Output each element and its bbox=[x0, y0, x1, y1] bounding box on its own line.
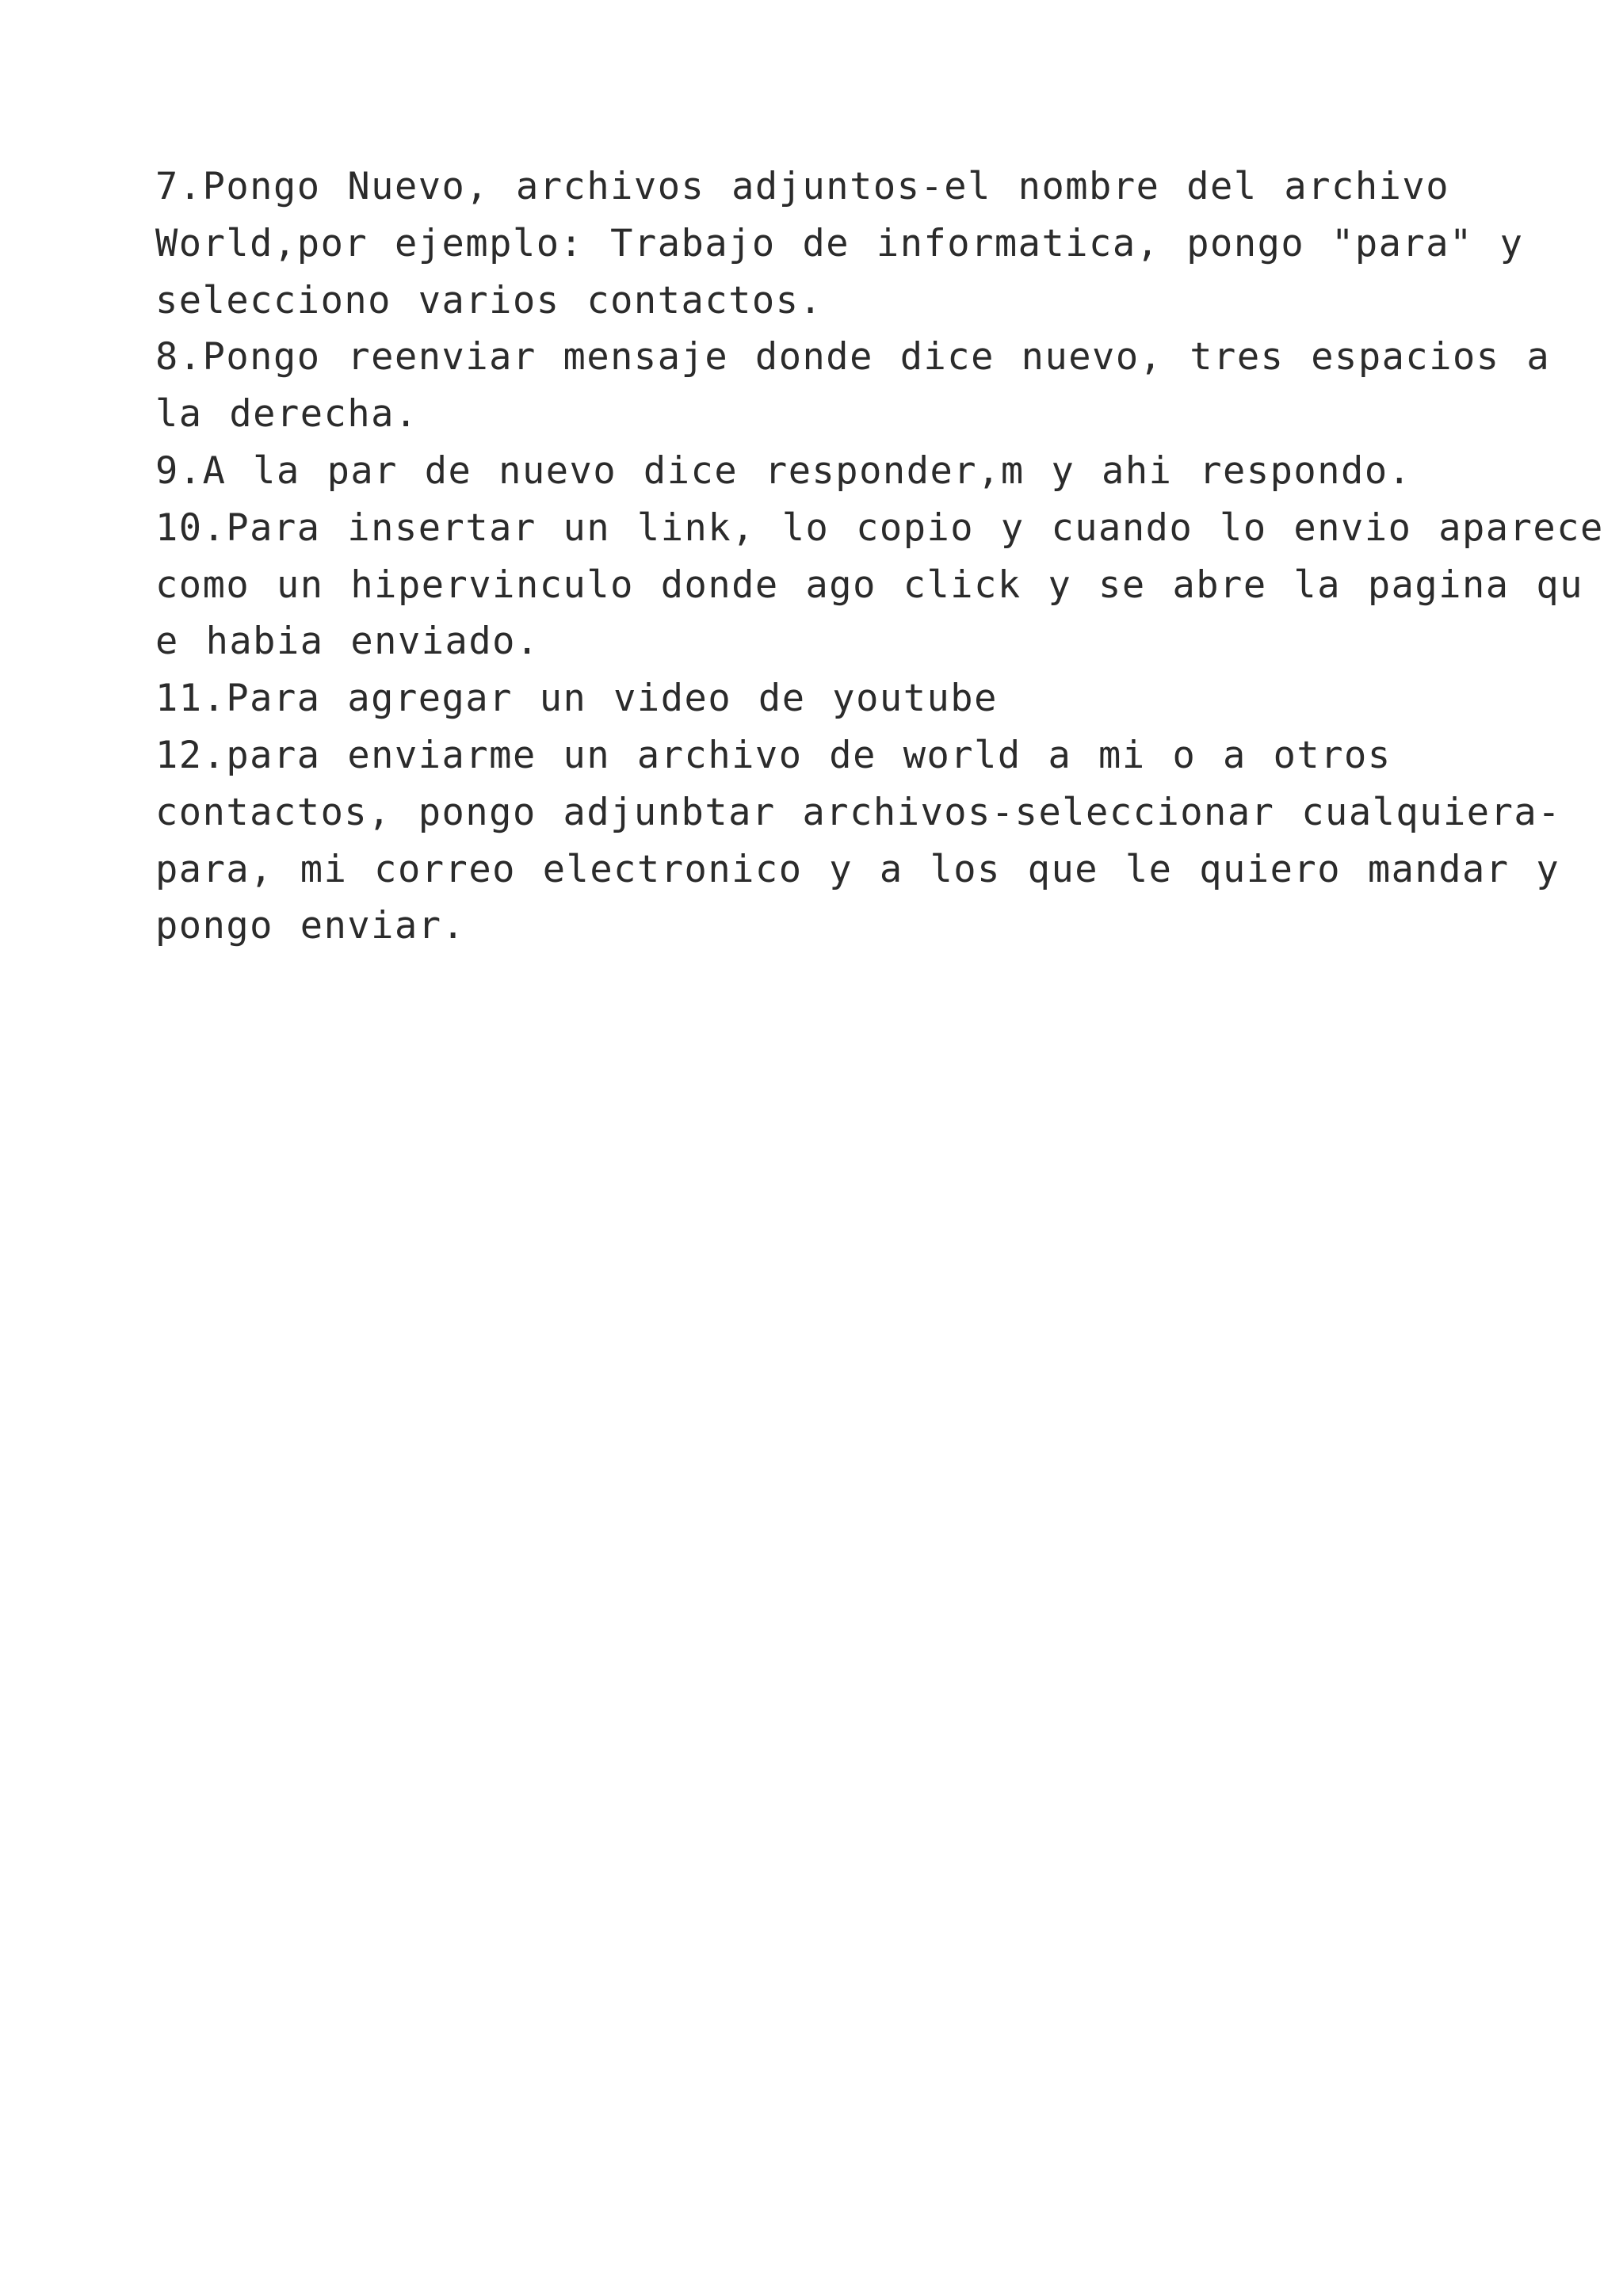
text-line: 10.Para insertar un link, lo copio y cuando lo envio aparece bbox=[155, 505, 1604, 550]
text-line: para, mi correo electronico y a los que le quiero mandar y bbox=[155, 847, 1560, 891]
text-line: 11.Para agregar un video de youtube bbox=[155, 677, 998, 721]
text-line: World,por ejemplo: Trabajo de informatica, pongo "para" y bbox=[155, 221, 1524, 265]
text-line: como un hipervinculo donde ago click y se abre la pagina qu bbox=[155, 563, 1583, 607]
text-line: 8.Pongo reenviar mensaje donde dice nuevo, tres espacios a bbox=[155, 335, 1551, 379]
text-line: contactos, pongo adjunbtar archivos-seleccionar cualquiera- bbox=[155, 790, 1561, 834]
text-line: 7.Pongo Nuevo, archivos adjuntos-el nombre del archivo bbox=[155, 165, 1450, 208]
handwritten-notes bbox=[155, 158, 1604, 955]
text-line: 12.para enviarme un archivo de world a mi o a otros bbox=[155, 733, 1392, 777]
text-line: selecciono varios contactos. bbox=[155, 278, 823, 322]
text-line: e habia enviado. bbox=[155, 620, 540, 664]
text-line: 9.A la par de nuevo dice responder,m y ahi respondo. bbox=[155, 448, 1412, 493]
text-line: la derecha. bbox=[155, 392, 418, 437]
text-line: pongo enviar. bbox=[155, 904, 466, 948]
